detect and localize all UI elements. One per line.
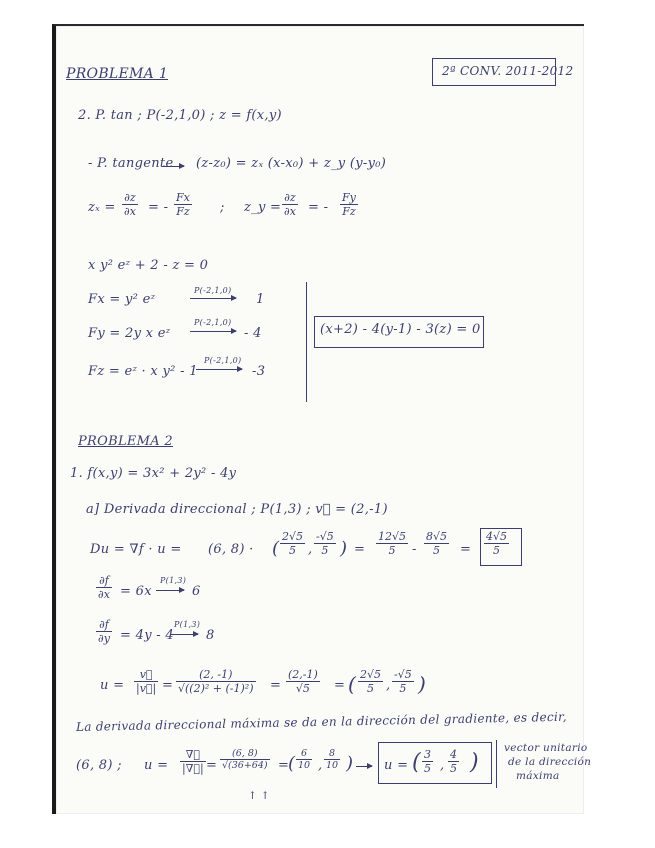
u-lhs: u = bbox=[100, 678, 125, 693]
fraction: $\frac{-√5}{5}$ bbox=[394, 668, 412, 695]
um-lhs: u = bbox=[144, 758, 169, 773]
fz-expression: Fz = eᶻ · x y² - 1 bbox=[88, 364, 198, 379]
equals: = bbox=[278, 758, 290, 773]
dfdx-value: 6 bbox=[192, 584, 201, 599]
arrow bbox=[196, 369, 242, 370]
comma: , bbox=[440, 758, 445, 773]
p2-function: 1. f(x,y) = 3x² + 2y² - 4y bbox=[70, 466, 237, 481]
fraction: $\frac{6}{10}$ bbox=[298, 748, 311, 771]
fraction: $\frac{-√5}{5}$ bbox=[316, 530, 334, 557]
fraction: $\frac{2√5}{5}$ bbox=[282, 530, 304, 557]
comma: , bbox=[318, 758, 323, 773]
eval-point: P(-2,1,0) bbox=[194, 286, 232, 295]
implicit-surface: x y² eᶻ + 2 - z = 0 bbox=[88, 258, 209, 273]
fraction: $\frac{\partial z}{\partial x}$ bbox=[284, 191, 296, 218]
tangent-formula: (z-z₀) = zₓ (x-x₀) + z_y (y-y₀) bbox=[196, 156, 387, 171]
problem2-title: PROBLEMA 2 bbox=[78, 434, 173, 449]
separator: ; bbox=[220, 200, 225, 215]
exam-reference: 2ª CONV. 2011-2012 bbox=[442, 64, 574, 78]
comma: , bbox=[386, 678, 391, 693]
eval-point: P(1,3) bbox=[174, 620, 201, 629]
du-lhs: Du = ∇f · u = bbox=[90, 542, 182, 557]
fx-expression: Fx = y² eᶻ bbox=[88, 292, 156, 307]
paren: ) bbox=[346, 753, 354, 774]
dfdy-expression: = 4y - 4 bbox=[120, 628, 174, 643]
eval-point: P(-2,1,0) bbox=[194, 318, 232, 327]
equals: = bbox=[270, 678, 282, 693]
fy-value: - 4 bbox=[244, 326, 262, 341]
fy-expression: Fy = 2y x eᶻ bbox=[88, 326, 171, 341]
dfdy-value: 8 bbox=[206, 628, 215, 643]
arrow bbox=[356, 766, 372, 767]
paren: ) bbox=[470, 750, 479, 775]
zy-lhs: z_y = bbox=[244, 200, 282, 215]
paren: ( bbox=[288, 753, 296, 774]
comma: , bbox=[308, 542, 313, 557]
scanned-page bbox=[52, 24, 592, 814]
arrow bbox=[190, 331, 236, 332]
fraction: $\frac{(6, 8)}{√(36+64)}$ bbox=[222, 748, 268, 771]
part-a-statement: a] Derivada direccional ; P(1,3) ; v⃗ = (2,-1) bbox=[86, 502, 388, 517]
underline-marks: ↑ ↑ bbox=[248, 790, 270, 802]
note-line-3: máxima bbox=[516, 770, 560, 782]
fraction: $\frac{Fx}{Fz}$ bbox=[176, 191, 190, 218]
note-line-1: vector unitario bbox=[504, 742, 588, 754]
fraction: ∇⃗ |∇⃗| bbox=[182, 748, 204, 775]
fraction: $\frac{\partial f}{\partial x}$ bbox=[98, 574, 110, 601]
du-result: $\frac{4√5}{5}$ bbox=[486, 530, 508, 557]
problem1-title: PROBLEMA 1 bbox=[66, 66, 169, 82]
fraction: $\frac{4}{5}$ bbox=[450, 748, 457, 775]
fx-value: 1 bbox=[256, 292, 265, 307]
equals: = bbox=[334, 678, 346, 693]
note-line-2: de la dirección bbox=[508, 756, 592, 768]
brace-line bbox=[306, 282, 307, 402]
fraction: $\frac{v⃗}{|v⃗|}$ bbox=[136, 668, 157, 695]
paren: ( bbox=[272, 538, 280, 559]
paren: ( bbox=[412, 750, 421, 775]
arrow bbox=[156, 590, 184, 591]
paren: ) bbox=[418, 672, 427, 696]
fraction: $\frac{12√5}{5}$ bbox=[378, 530, 407, 557]
zx-lhs: zₓ = bbox=[88, 200, 116, 215]
fraction: $\frac{(2,-1)}{√5}$ bbox=[288, 668, 318, 695]
fraction: $\frac{2√5}{5}$ bbox=[360, 668, 382, 695]
equals: = - bbox=[308, 200, 329, 215]
fraction: $\frac{8√5}{5}$ bbox=[426, 530, 448, 557]
tangent-plane-result: (x+2) - 4(y-1) - 3(z) = 0 bbox=[320, 322, 481, 337]
dfdx-expression: = 6x bbox=[120, 584, 152, 599]
fraction: $\frac{8}{10}$ bbox=[326, 748, 339, 771]
equals: = bbox=[354, 542, 366, 557]
equals: = bbox=[206, 758, 218, 773]
fz-value: -3 bbox=[252, 364, 266, 379]
arrow bbox=[170, 634, 198, 635]
fraction: $\frac{Fy}{Fz}$ bbox=[342, 191, 356, 218]
equals: = - bbox=[148, 200, 169, 215]
paren: ( bbox=[348, 672, 357, 696]
gradient-vector: (6, 8) · bbox=[208, 542, 254, 557]
um-box-lhs: u = bbox=[384, 758, 409, 773]
fraction: $\frac{3}{5}$ bbox=[424, 748, 431, 775]
arrow bbox=[162, 166, 184, 167]
fraction: $\frac{\partial z}{\partial x}$ bbox=[124, 191, 136, 218]
arrow bbox=[190, 298, 236, 299]
minus: - bbox=[412, 542, 417, 557]
fraction: $\frac{\partial f}{\partial y}$ bbox=[98, 618, 110, 645]
tangent-plane-label: - P. tangente bbox=[88, 156, 174, 171]
eval-point: P(1,3) bbox=[160, 576, 187, 585]
brace-line bbox=[496, 740, 497, 788]
gradient-at-point: (6, 8) ; bbox=[76, 758, 122, 773]
equals: = bbox=[460, 542, 472, 557]
max-derivative-sentence: La derivada direccional máxima se da en la dirección del gradiente, es decir, bbox=[75, 709, 568, 734]
fraction: $\frac{(2, -1)}{\text{√((2)² + (-1)²)}}$ bbox=[178, 668, 254, 695]
eval-point: P(-2,1,0) bbox=[204, 356, 242, 365]
paren: ) bbox=[340, 538, 348, 559]
p1-statement: 2. P. tan ; P(-2,1,0) ; z = f(x,y) bbox=[78, 108, 282, 123]
equals: = bbox=[162, 678, 174, 693]
